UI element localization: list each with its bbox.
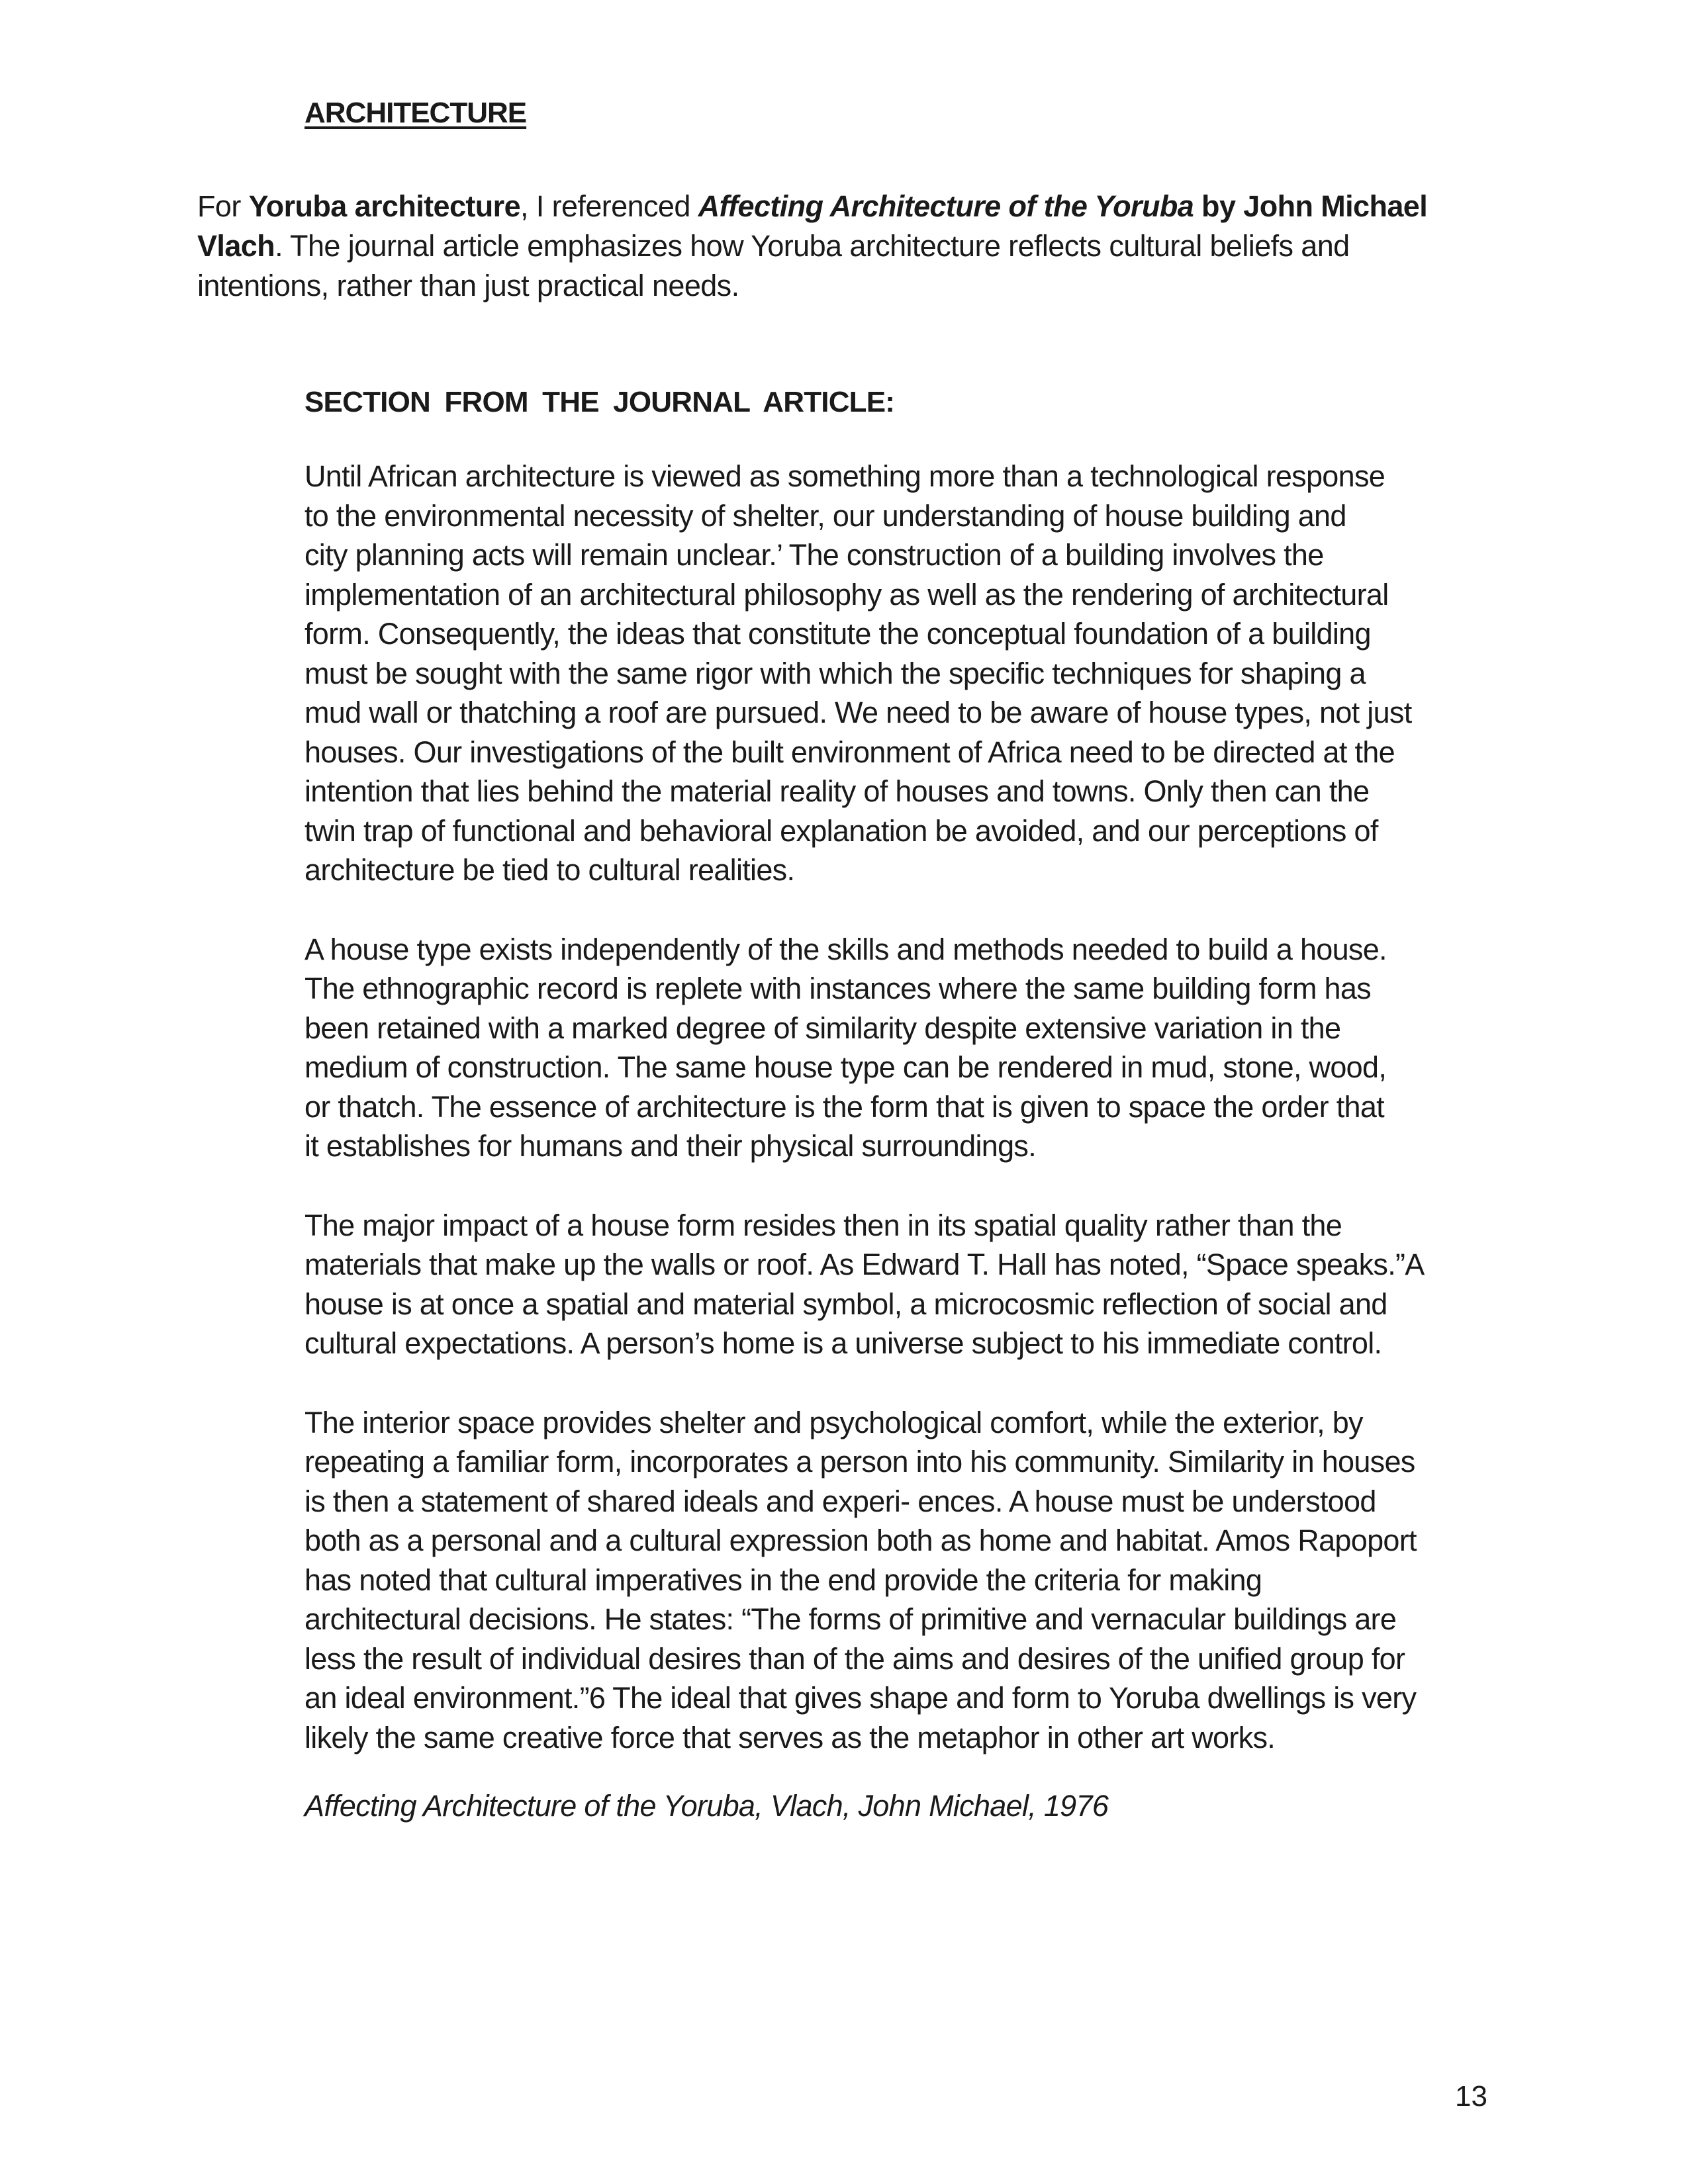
citation: Affecting Architecture of the Yoruba, Vlach, John Michael, 1976 (305, 1789, 1109, 1823)
intro-work-title: Affecting Architecture of the Yoruba (698, 189, 1194, 223)
excerpt-line: A house type exists independently of the skills and methods needed to build a house. (305, 932, 1387, 966)
intro-prefix: For (197, 189, 249, 223)
intro-topic: Yoruba architecture (248, 189, 520, 223)
excerpt-line: city planning acts will remain unclear.’ The construction of a building involves the (305, 538, 1324, 572)
excerpt-line: Until African architecture is viewed as something more than a technological response (305, 459, 1385, 493)
excerpt-line: The interior space provides shelter and psychological comfort, while the exterior, by (305, 1405, 1363, 1439)
excerpt-line: The ethnographic record is replete with instances where the same building form has (305, 972, 1371, 1005)
section-heading: SECTION FROM THE JOURNAL ARTICLE: (305, 386, 895, 418)
excerpt-paragraph (305, 1206, 1496, 1363)
page-number: 13 (1455, 2080, 1487, 2113)
excerpt-paragraph (305, 930, 1496, 1166)
excerpt-line: has noted that cultural imperatives in the end provide the criteria for making (305, 1563, 1262, 1597)
excerpt-line: architectural decisions. He states: “The forms of primitive and vernacular buildings are (305, 1602, 1397, 1636)
excerpt-line: been retained with a marked degree of similarity despite extensive variation in the (305, 1011, 1341, 1045)
excerpt-line: medium of construction. The same house type can be rendered in mud, stone, wood, (305, 1050, 1387, 1084)
excerpt-line: likely the same creative force that serves as the metaphor in other art works. (305, 1720, 1276, 1754)
intro-rest: . The journal article emphasizes how Yoruba architecture reflects cultural beliefs and intentions, rather than just practical needs. (197, 229, 1350, 302)
excerpt-line: The major impact of a house form resides then in its spatial quality rather than the (305, 1208, 1342, 1242)
excerpt-line: implementation of an architectural philosophy as well as the rendering of architectural (305, 577, 1389, 612)
intro-author: by John Michael Vlach (197, 189, 1428, 263)
intro-middle: , I referenced (520, 189, 698, 223)
excerpt-line: cultural expectations. A person’s home is a universe subject to his immediate control. (305, 1326, 1382, 1360)
excerpt-line: an ideal environment.”6 The ideal that gives shape and form to Yoruba dwellings is very (305, 1681, 1417, 1715)
excerpt-line: houses. Our investigations of the built environment of Africa need to be directed at the (305, 735, 1395, 769)
excerpt-paragraph (305, 1403, 1496, 1758)
page-heading: ARCHITECTURE (305, 97, 527, 129)
excerpt-line: form. Consequently, the ideas that constitute the conceptual foundation of a building (305, 617, 1371, 651)
excerpt-line: is then a statement of shared ideals and experi- ences. A house must be understood (305, 1484, 1376, 1518)
excerpt-line: mud wall or thatching a roof are pursued. We need to be aware of house types, not just (305, 696, 1412, 729)
excerpt-line: must be sought with the same rigor with which the specific techniques for shaping a (305, 656, 1366, 690)
excerpt-line: to the environmental necessity of shelter, our understanding of house building and (305, 498, 1346, 533)
excerpt-line: less the result of individual desires than of the aims and desires of the unified group for (305, 1641, 1405, 1676)
excerpt-line: architecture be tied to cultural realities. (305, 853, 795, 887)
journal-excerpt (305, 457, 1496, 1797)
excerpt-line: intention that lies behind the material reality of houses and towns. Only then can the (305, 774, 1370, 808)
intro-paragraph (197, 187, 1455, 306)
excerpt-line: twin trap of functional and behavioral explanation be avoided, and our perceptions of (305, 813, 1378, 848)
excerpt-line: it establishes for humans and their physical surroundings. (305, 1129, 1037, 1163)
excerpt-line: materials that make up the walls or roof. As Edward T. Hall has noted, “Space speaks.”A (305, 1248, 1425, 1281)
excerpt-paragraph (305, 457, 1496, 890)
excerpt-line: or thatch. The essence of architecture is the form that is given to space the order that (305, 1089, 1384, 1124)
excerpt-line: repeating a familiar form, incorporates a person into his community. Similarity in houses (305, 1445, 1415, 1479)
excerpt-line: both as a personal and a cultural expression both as home and habitat. Amos Rapoport (305, 1524, 1417, 1557)
excerpt-line: house is at once a spatial and material symbol, a microcosmic reflection of social and (305, 1287, 1387, 1321)
